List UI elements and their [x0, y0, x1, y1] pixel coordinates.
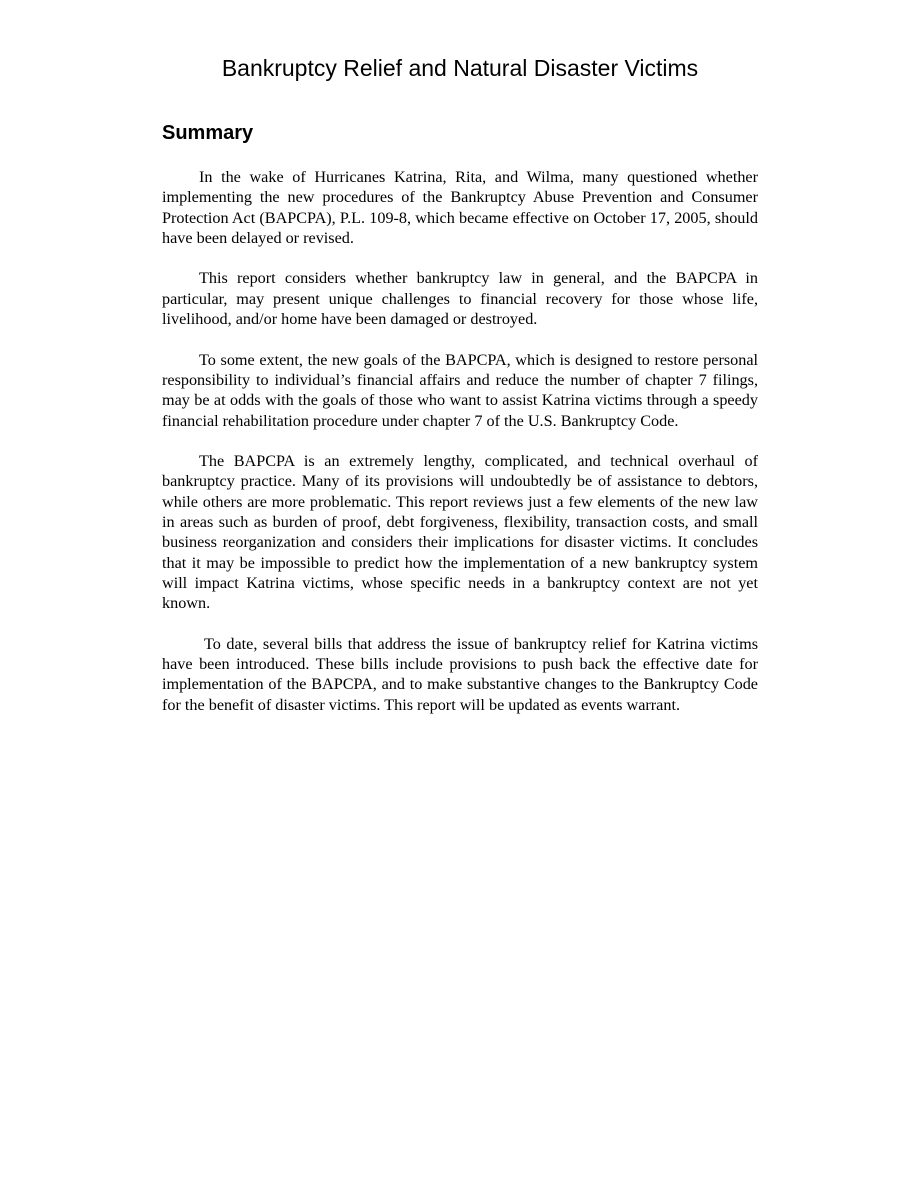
paragraph: The BAPCPA is an extremely lengthy, complicated, and technical overhaul of bankruptcy practice. Many of its provisions will undoubtedly be of assistance to debtors, while others are more problematic. This report reviews just a few elements of the new law in areas such as burden of proof, debt forgiveness, flexibility, transaction costs, and small business reorganization and considers their implications for disaster victims. It concludes that it may be impossible to predict how the implementation of a new bankruptcy system will impact Katrina victims, whose specific needs in a bankruptcy context are not yet known. — [162, 452, 758, 613]
paragraph: In the wake of Hurricanes Katrina, Rita, and Wilma, many questioned whether implementing the new procedures of the Bankruptcy Abuse Prevention and Consumer Protection Act (BAPCPA), P.L. 109-8, which became effective on October 17, 2005, should have been delayed or revised. — [162, 168, 758, 247]
paragraph: This report considers whether bankruptcy law in general, and the BAPCPA in particular, may present unique challenges to financial recovery for those whose life, livelihood, and/or home have been damaged or destroyed. — [162, 269, 758, 329]
paragraph: To date, several bills that address the issue of bankruptcy relief for Katrina victims have been introduced. These bills include provisions to push back the effective date for implementation of the BAPCPA, and to make substantive changes to the Bankruptcy Code for the benefit of disaster victims. This report will be updated as events warrant. — [162, 634, 758, 714]
paragraph: To some extent, the new goals of the BAPCPA, which is designed to restore personal responsibility to individual’s financial affairs and reduce the number of chapter 7 filings, may be at odds with the goals of those who want to assist Katrina victims through a speedy financial rehabilitation procedure under chapter 7 of the U.S. Bankruptcy Code. — [162, 350, 758, 430]
document-title: Bankruptcy Relief and Natural Disaster Victims — [221, 55, 699, 81]
section-heading-summary: Summary — [162, 122, 254, 144]
summary-body — [162, 167, 758, 735]
